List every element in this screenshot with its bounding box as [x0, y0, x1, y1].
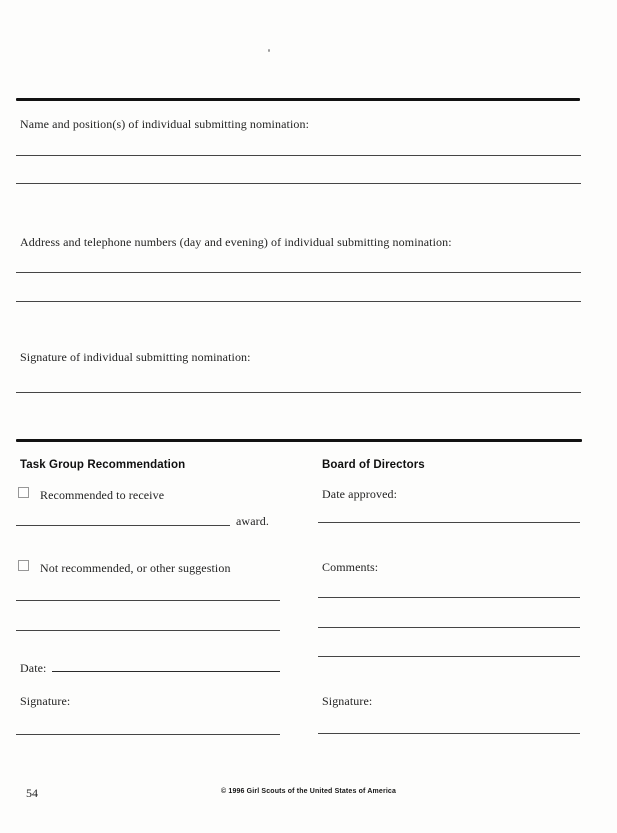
board-section-title: Board of Directors: [322, 459, 425, 471]
suggestion-blank-line-2[interactable]: [16, 630, 280, 631]
submitter-signature-blank-line[interactable]: [16, 392, 581, 393]
task-group-date-blank-line[interactable]: [52, 671, 280, 672]
task-group-section-title: Task Group Recommendation: [20, 459, 186, 471]
board-signature-label: Signature:: [322, 694, 373, 708]
award-suffix-label: award.: [236, 514, 269, 528]
name-position-label: Name and position(s) of individual submitting nomination:: [20, 117, 310, 131]
date-approved-label: Date approved:: [322, 487, 398, 501]
task-group-date-label: Date:: [20, 661, 47, 675]
not-recommended-option-label: Not recommended, or other suggestion: [40, 561, 231, 575]
board-signature-blank-line[interactable]: [318, 733, 580, 734]
top-divider-rule: [16, 98, 580, 101]
name-blank-line-1[interactable]: [16, 155, 581, 156]
recommended-checkbox[interactable]: [18, 487, 29, 498]
task-group-signature-label: Signature:: [20, 694, 71, 708]
date-approved-blank-line[interactable]: [318, 522, 580, 523]
task-group-signature-blank-line[interactable]: [16, 734, 280, 735]
comments-label: Comments:: [322, 560, 379, 574]
address-blank-line-2[interactable]: [16, 301, 581, 302]
section-divider-rule: [16, 439, 582, 442]
comments-blank-line-2[interactable]: [318, 627, 580, 628]
scan-speck: [268, 49, 270, 52]
name-blank-line-2[interactable]: [16, 183, 581, 184]
not-recommended-checkbox[interactable]: [18, 560, 29, 571]
recommended-option-label: Recommended to receive: [40, 488, 165, 502]
address-blank-line-1[interactable]: [16, 272, 581, 273]
submitter-signature-label: Signature of individual submitting nomination:: [20, 350, 251, 364]
footer-copyright: © 1996 Girl Scouts of the United States of America: [221, 788, 396, 795]
award-name-blank-line[interactable]: [16, 525, 230, 526]
address-telephone-label: Address and telephone numbers (day and evening) of individual submitting nomination:: [20, 235, 452, 249]
comments-blank-line-3[interactable]: [318, 656, 580, 657]
page-number: 54: [26, 786, 38, 800]
comments-blank-line-1[interactable]: [318, 597, 580, 598]
suggestion-blank-line-1[interactable]: [16, 600, 280, 601]
